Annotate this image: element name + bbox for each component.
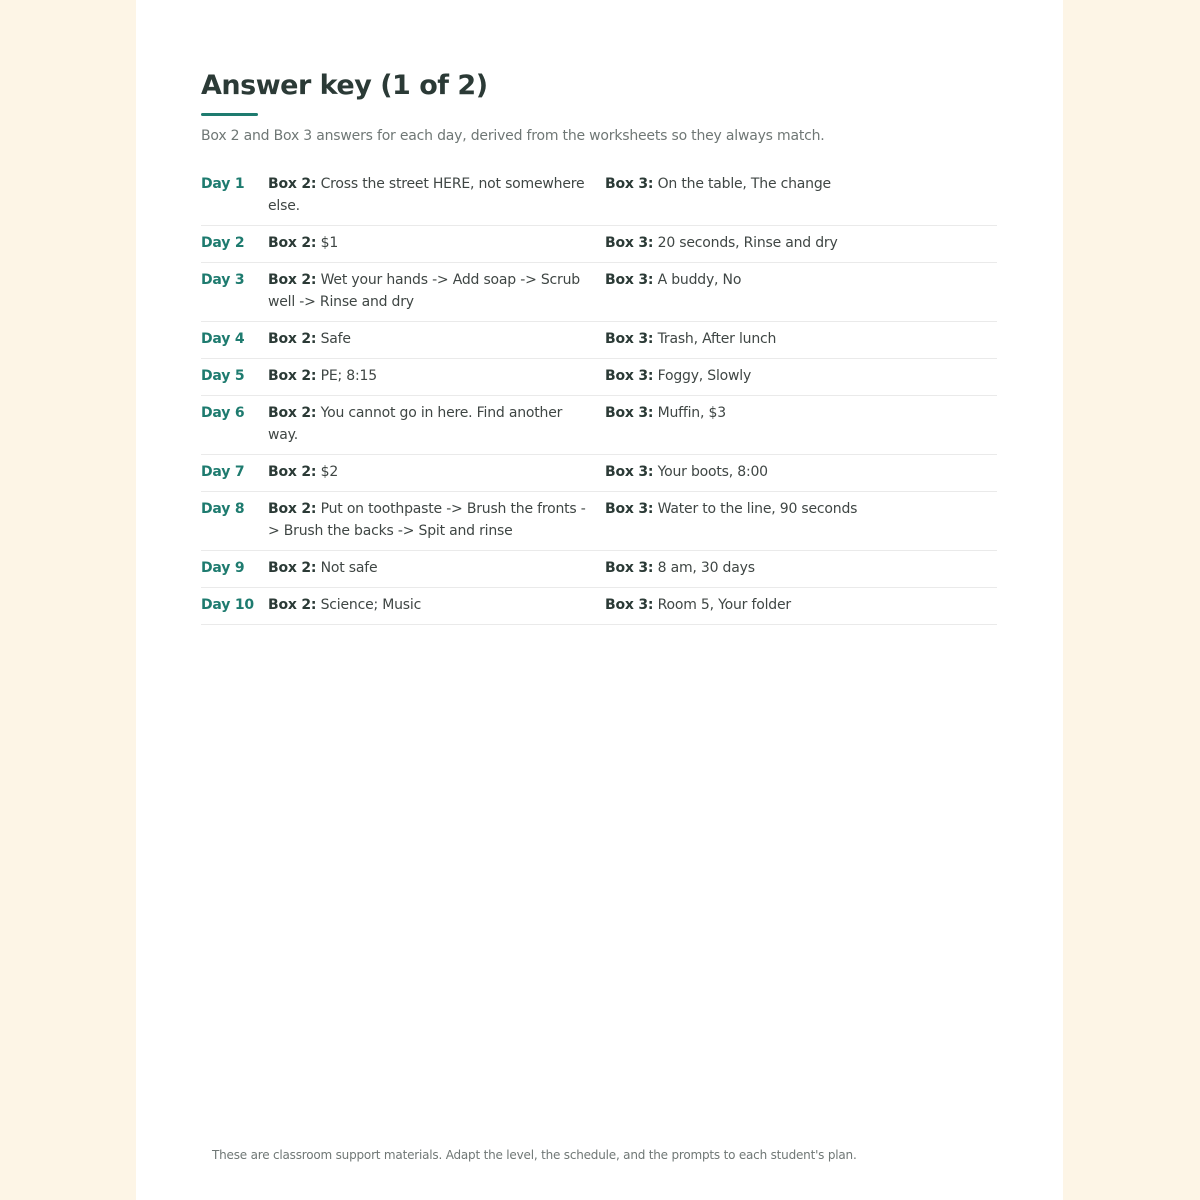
box2-answer [268,365,586,387]
box3-label: Box 3: [605,405,654,421]
box2-label: Box 2: [268,405,317,421]
box3-answer [586,557,997,579]
box2-text: Safe [320,331,351,347]
box2-label: Box 2: [268,464,317,480]
box3-answer [586,269,997,291]
box3-text: Your boots, 8:00 [657,464,768,480]
document-page [136,0,1063,1200]
page-footer: These are classroom support materials. Adapt the level, the schedule, and the prompts to each student's plan. [212,1148,857,1162]
day-label: Day 5 [201,368,245,384]
box2-label: Box 2: [268,272,317,288]
box2-text: Wet your hands -> Add soap -> Scrub well -> Rinse and dry [268,272,580,310]
box2-answer [268,232,586,254]
box3-text: 20 seconds, Rinse and dry [657,235,838,251]
box2-label: Box 2: [268,331,317,347]
page-subtitle: Box 2 and Box 3 answers for each day, derived from the worksheets so they always match. [201,128,825,144]
box2-label: Box 2: [268,560,317,576]
day-label: Day 1 [201,176,245,192]
box3-answer [586,232,997,254]
box3-label: Box 3: [605,597,654,613]
day-label: Day 3 [201,272,245,288]
box2-label: Box 2: [268,176,317,192]
table-row [201,551,997,588]
box3-answer [586,498,997,520]
page-title: Answer key (1 of 2) [201,70,488,101]
box2-answer [268,402,586,446]
box3-label: Box 3: [605,560,654,576]
box3-label: Box 3: [605,501,654,517]
answer-key-table [201,167,997,625]
box3-answer [586,328,997,350]
box3-label: Box 3: [605,235,654,251]
box2-text: Science; Music [320,597,422,613]
box3-label: Box 3: [605,176,654,192]
box3-label: Box 3: [605,272,654,288]
box2-text: $2 [320,464,339,480]
box2-text: $1 [320,235,339,251]
box2-text: Not safe [320,560,378,576]
box2-text: Cross the street HERE, not somewhere else. [268,176,585,214]
box2-answer [268,557,586,579]
box3-answer [586,594,997,616]
box2-answer [268,498,586,542]
box2-answer [268,461,586,483]
table-row [201,455,997,492]
table-row [201,359,997,396]
box3-text: Muffin, $3 [657,405,726,421]
box2-label: Box 2: [268,368,317,384]
box3-label: Box 3: [605,464,654,480]
box3-text: Room 5, Your folder [657,597,791,613]
table-row [201,263,997,322]
day-label: Day 10 [201,597,254,613]
box3-text: Foggy, Slowly [657,368,752,384]
box3-text: On the table, The change [657,176,831,192]
day-label: Day 8 [201,501,245,517]
box2-answer [268,594,586,616]
table-row [201,322,997,359]
box3-answer [586,402,997,424]
box3-text: Water to the line, 90 seconds [657,501,858,517]
box2-text: PE; 8:15 [320,368,377,384]
day-label: Day 6 [201,405,245,421]
box2-answer [268,269,586,313]
box2-text: You cannot go in here. Find another way. [268,405,563,443]
day-label: Day 2 [201,235,245,251]
title-underline [201,113,258,116]
box3-label: Box 3: [605,331,654,347]
box2-label: Box 2: [268,235,317,251]
table-row [201,492,997,551]
box3-answer [586,365,997,387]
box2-label: Box 2: [268,501,317,517]
day-label: Day 7 [201,464,245,480]
box3-text: A buddy, No [657,272,742,288]
box3-text: 8 am, 30 days [657,560,755,576]
table-row [201,226,997,263]
table-row [201,588,997,625]
box2-answer [268,328,586,350]
box2-label: Box 2: [268,597,317,613]
box2-answer [268,173,586,217]
day-label: Day 4 [201,331,245,347]
table-row [201,167,997,226]
box3-label: Box 3: [605,368,654,384]
day-label: Day 9 [201,560,245,576]
box3-text: Trash, After lunch [657,331,777,347]
box3-answer [586,461,997,483]
box3-answer [586,173,997,195]
table-row [201,396,997,455]
box2-text: Put on toothpaste -> Brush the fronts -> Brush the backs -> Spit and rinse [268,501,586,539]
